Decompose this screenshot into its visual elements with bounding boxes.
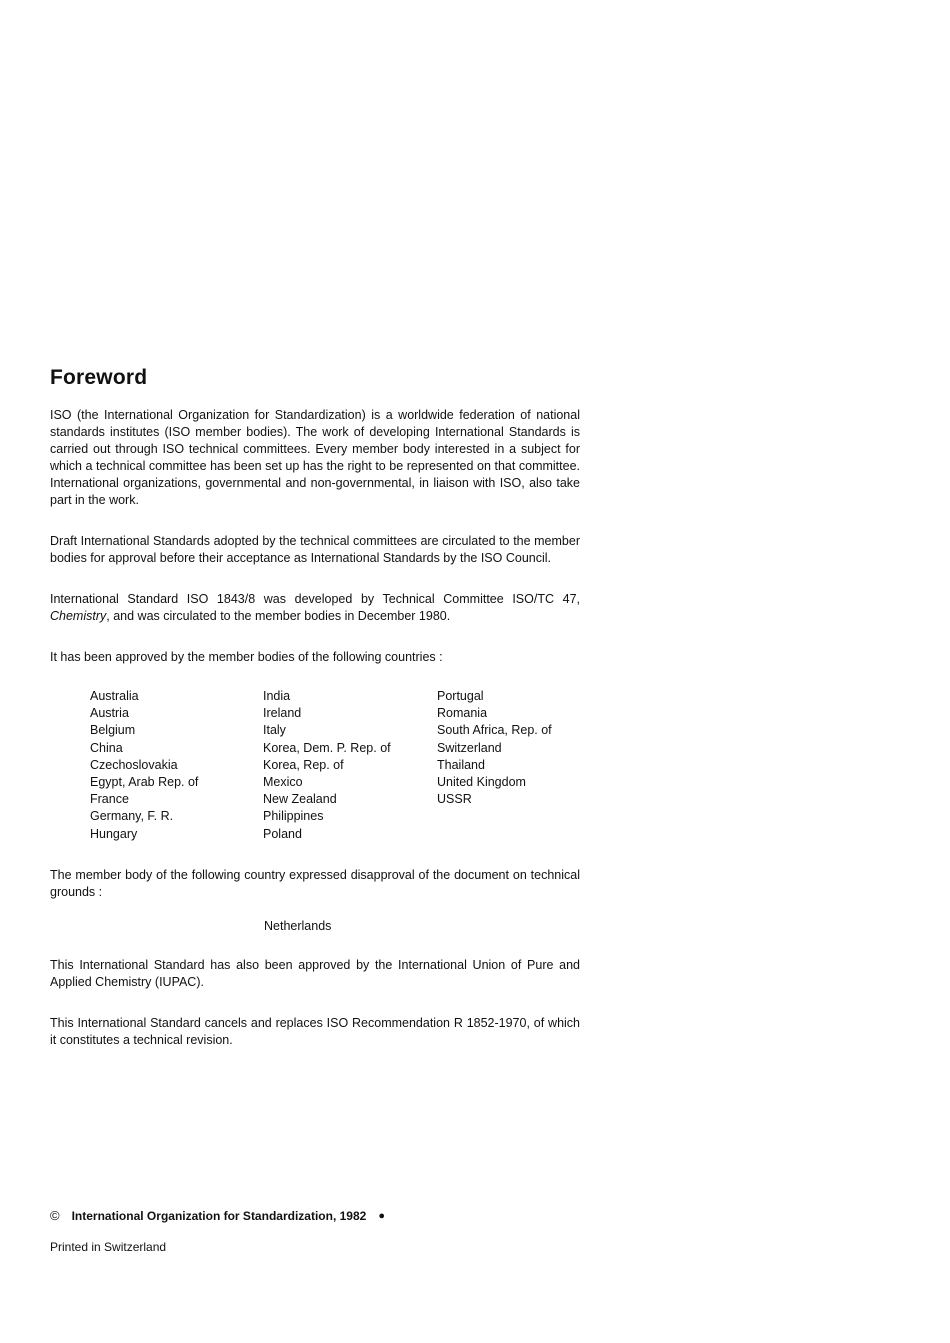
country-item: Switzerland [437,740,502,755]
paragraph-revision: This International Standard cancels and replaces ISO Recommendation R 1852-1970, of which it constitutes a technical revision. [50,1015,580,1047]
country-item: Romania [437,706,488,721]
country-item: Germany, F. R. [90,809,174,824]
country-item: Ireland [263,706,302,721]
copyright-line [50,1208,385,1223]
country-item: Thailand [437,757,485,772]
country-item: Czechoslovakia [90,757,178,772]
country-item: New Zealand [263,792,337,807]
country-item: Austria [90,706,129,721]
development-text-start: International Standard ISO 1843/8 was developed by Technical Committee ISO/TC 47, [50,592,580,606]
countries-column-1 [90,688,263,843]
country-item: China [90,740,123,755]
copyright-text: International Organization for Standardization, 1982 [71,1208,367,1223]
approving-countries-list [90,688,580,843]
country-item: Hungary [90,826,138,841]
countries-column-2 [263,688,437,843]
country-item: Egypt, Arab Rep. of [90,775,199,790]
page-title: Foreword [50,366,148,389]
country-item: India [263,689,291,703]
country-item: USSR [437,792,472,807]
paragraph-draft-standards: Draft International Standards adopted by the technical committees are circulated to the member bodies for approval before their acceptance as International Standards by the ISO Council. [50,534,580,565]
country-item: Italy [263,723,286,738]
countries-column-3 [437,688,587,843]
development-text-end: , and was circulated to the member bodies in December 1980. [106,609,451,623]
country-item: Poland [263,826,302,841]
country-item: Korea, Rep. of [263,757,344,772]
copyright-icon: © [50,1208,60,1223]
bullet-icon: ● [378,1209,385,1222]
country-item: Mexico [263,775,303,790]
country-item: South Africa, Rep. of [437,723,552,738]
foreword-section [50,366,580,1073]
country-item: United Kingdom [437,775,526,790]
paragraph-approval: It has been approved by the member bodies of the following countries : [50,650,443,664]
country-item: Belgium [90,723,136,738]
country-item: Portugal [437,689,484,703]
paragraph-disapproval: The member body of the following country expressed disapproval of the document on technical grounds : [50,867,580,899]
paragraph-iso-description: ISO (the International Organization for Standardization) is a worldwide federation of national standards institutes (ISO member bodies). The work of developing International Standards is carried out through ISO technical committees. Every member body interested in a subject for which a technical committee has been set up has the right to be represented on that committee. International organizations, governmental and non-governmental, in liaison with ISO, also take part in the work. [50,408,580,507]
country-item: Philippines [263,809,324,824]
paragraph-development [50,591,580,625]
paragraph-iupac: This International Standard has also been approved by the International Union of Pure and Applied Chemistry (IUPAC). [50,957,580,989]
printed-location: Printed in Switzerland [50,1240,167,1254]
disapproving-country: Netherlands [264,918,332,933]
country-item: Australia [90,689,139,703]
committee-name: Chemistry [50,609,107,623]
country-item: Korea, Dem. P. Rep. of [263,740,391,755]
country-item: France [90,792,129,807]
